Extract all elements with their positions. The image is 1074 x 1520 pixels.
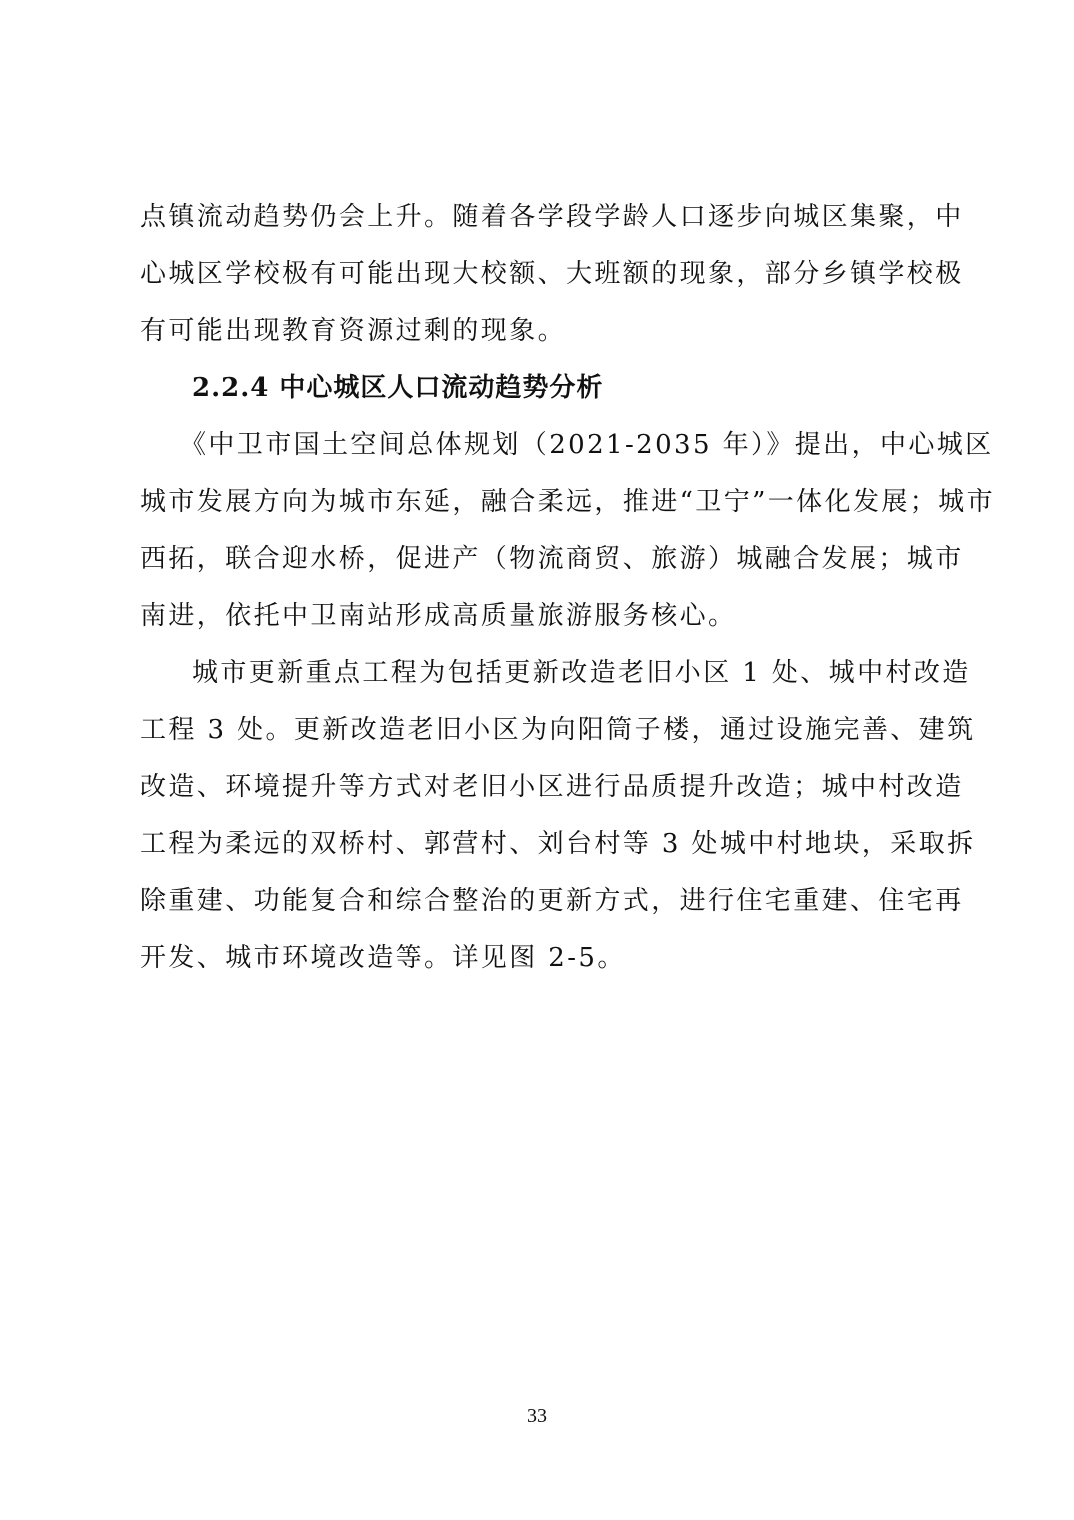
paragraph-line: 点镇流动趋势仍会上升。随着各学段学龄人口逐步向城区集聚，中 [140, 202, 964, 232]
page-number: 33 [527, 1405, 547, 1427]
paragraph-line: 开发、城市环境改造等。详见图 2-5。 [140, 943, 626, 973]
paragraph-line: 改造、环境提升等方式对老旧小区进行品质提升改造；城中村改造 [140, 772, 964, 802]
paragraph-line: 心城区学校极有可能出现大校额、大班额的现象，部分乡镇学校极 [140, 259, 964, 289]
paragraph-line: 南进，依托中卫南站形成高质量旅游服务核心。 [140, 601, 737, 631]
paragraph-line: 有可能出现教育资源过剩的现象。 [140, 316, 567, 346]
paragraph-line: 城市更新重点工程为包括更新改造老旧小区 1 处、城中村改造 [192, 658, 971, 688]
section-heading: 2.2.4 中心城区人口流动趋势分析 [192, 373, 604, 403]
paragraph-line: 工程为柔远的双桥村、郭营村、刘台村等 3 处城中村地块，采取拆 [140, 829, 976, 859]
paragraph-line: 《中卫市国土空间总体规划（2021-2035 年）》提出，中心城区 [180, 430, 994, 460]
paragraph-line: 除重建、功能复合和综合整治的更新方式，进行住宅重建、住宅再 [140, 886, 964, 916]
paragraph-line: 城市发展方向为城市东延，融合柔远，推进“卫宁”一体化发展；城市 [140, 487, 995, 517]
paragraph-line: 工程 3 处。更新改造老旧小区为向阳筒子楼，通过设施完善、建筑 [140, 715, 976, 745]
paragraph-line: 西拓，联合迎水桥，促进产（物流商贸、旅游）城融合发展；城市 [140, 544, 964, 574]
